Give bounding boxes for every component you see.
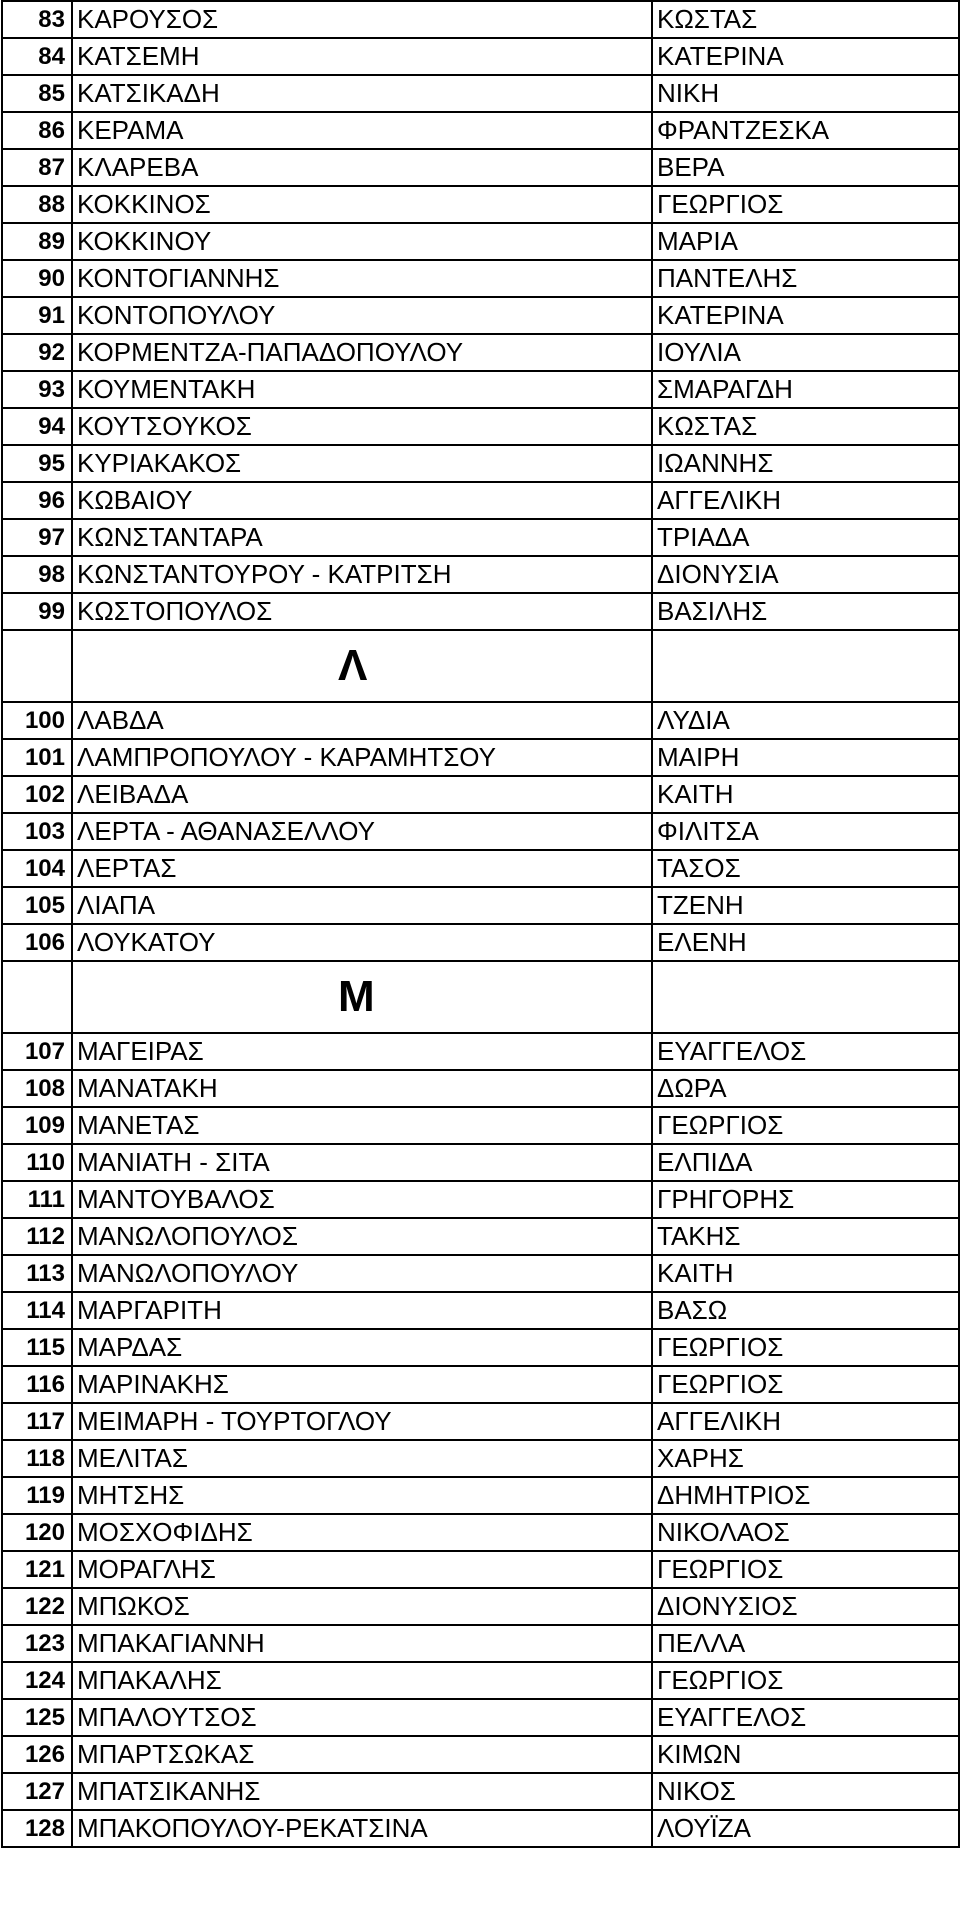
letter-header-blank-cell <box>2 961 72 1033</box>
table-row <box>2 297 959 334</box>
table-row <box>2 1551 959 1588</box>
row-number-cell: 89 <box>2 223 72 260</box>
first-name-cell: ΝΙΚΟΣ <box>652 1773 959 1810</box>
table-row <box>2 1329 959 1366</box>
surname-cell: ΜΕΛΙΤΑΣ <box>72 1440 652 1477</box>
letter-header-row <box>2 961 959 1033</box>
first-name-cell: ΑΓΓΕΛΙΚΗ <box>652 1403 959 1440</box>
row-number-cell: 124 <box>2 1662 72 1699</box>
first-name-cell: ΓΕΩΡΓΙΟΣ <box>652 1551 959 1588</box>
row-number-cell: 122 <box>2 1588 72 1625</box>
surname-cell: ΚΥΡΙΑΚΑΚΟΣ <box>72 445 652 482</box>
surname-cell: ΚΕΡΑΜΑ <box>72 112 652 149</box>
row-number-cell: 126 <box>2 1736 72 1773</box>
first-name-cell: ΚΩΣΤΑΣ <box>652 408 959 445</box>
row-number-cell: 102 <box>2 776 72 813</box>
first-name-cell: ΓΕΩΡΓΙΟΣ <box>652 1662 959 1699</box>
first-name-cell: ΓΕΩΡΓΙΟΣ <box>652 1107 959 1144</box>
surname-cell: ΜΠΩΚΟΣ <box>72 1588 652 1625</box>
first-name-cell: ΕΥΑΓΓΕΛΟΣ <box>652 1699 959 1736</box>
first-name-cell: ΓΡΗΓΟΡΗΣ <box>652 1181 959 1218</box>
surname-cell: ΜΑΝΤΟΥΒΑΛΟΣ <box>72 1181 652 1218</box>
table-row <box>2 1181 959 1218</box>
row-number-cell: 120 <box>2 1514 72 1551</box>
row-number-cell: 88 <box>2 186 72 223</box>
row-number-cell: 112 <box>2 1218 72 1255</box>
row-number-cell: 92 <box>2 334 72 371</box>
table-row <box>2 260 959 297</box>
table-row <box>2 1 959 38</box>
row-number-cell: 113 <box>2 1255 72 1292</box>
row-number-cell: 107 <box>2 1033 72 1070</box>
surname-cell: ΜΑΓΕΙΡΑΣ <box>72 1033 652 1070</box>
table-row <box>2 75 959 112</box>
row-number-cell: 125 <box>2 1699 72 1736</box>
surname-cell: ΚΩΣΤΟΠΟΥΛΟΣ <box>72 593 652 630</box>
first-name-cell: ΤΡΙΑΔΑ <box>652 519 959 556</box>
row-number-cell: 123 <box>2 1625 72 1662</box>
row-number-cell: 117 <box>2 1403 72 1440</box>
surname-cell: ΜΑΡΙΝΑΚΗΣ <box>72 1366 652 1403</box>
table-row <box>2 1514 959 1551</box>
first-name-cell: ΒΑΣΩ <box>652 1292 959 1329</box>
first-name-cell: ΒΕΡΑ <box>652 149 959 186</box>
first-name-cell: ΙΩΑΝΝΗΣ <box>652 445 959 482</box>
surname-cell: ΜΑΝΩΛΟΠΟΥΛΟΣ <box>72 1218 652 1255</box>
surname-cell: ΚΟΝΤΟΓΙΑΝΝΗΣ <box>72 260 652 297</box>
table-row <box>2 1255 959 1292</box>
row-number-cell: 100 <box>2 702 72 739</box>
surname-cell: ΜΠΑΛΟΥΤΣΟΣ <box>72 1699 652 1736</box>
section-letter-heading: Μ <box>72 961 652 1033</box>
first-name-cell: ΜΑΡΙΑ <box>652 223 959 260</box>
table-row <box>2 1625 959 1662</box>
table-row <box>2 776 959 813</box>
table-row <box>2 445 959 482</box>
first-name-cell: ΦΙΛΙΤΣΑ <box>652 813 959 850</box>
row-number-cell: 99 <box>2 593 72 630</box>
row-number-cell: 101 <box>2 739 72 776</box>
surname-cell: ΜΑΝΙΑΤΗ - ΣΙΤΑ <box>72 1144 652 1181</box>
row-number-cell: 94 <box>2 408 72 445</box>
table-row <box>2 556 959 593</box>
row-number-cell: 128 <box>2 1810 72 1847</box>
surname-cell: ΜΑΝΑΤΑΚΗ <box>72 1070 652 1107</box>
table-row <box>2 408 959 445</box>
first-name-cell: ΓΕΩΡΓΙΟΣ <box>652 1329 959 1366</box>
table-row <box>2 1144 959 1181</box>
first-name-cell: ΑΓΓΕΛΙΚΗ <box>652 482 959 519</box>
table-row <box>2 924 959 961</box>
first-name-cell: ΕΛΕΝΗ <box>652 924 959 961</box>
row-number-cell: 103 <box>2 813 72 850</box>
table-row <box>2 149 959 186</box>
table-row <box>2 1070 959 1107</box>
table-row <box>2 1662 959 1699</box>
surname-cell: ΜΑΝΕΤΑΣ <box>72 1107 652 1144</box>
surname-cell: ΛΟΥΚΑΤΟΥ <box>72 924 652 961</box>
first-name-cell: ΠΕΛΛΑ <box>652 1625 959 1662</box>
table-row <box>2 739 959 776</box>
surname-cell: ΜΠΑΚΟΠΟΥΛΟΥ-ΡΕΚΑΤΣΙΝΑ <box>72 1810 652 1847</box>
table-row <box>2 1773 959 1810</box>
first-name-cell: ΔΙΟΝΥΣΙΟΣ <box>652 1588 959 1625</box>
row-number-cell: 95 <box>2 445 72 482</box>
surname-cell: ΛΕΡΤΑ - ΑΘΑΝΑΣΕΛΛΟΥ <box>72 813 652 850</box>
first-name-cell: ΝΙΚΟΛΑΟΣ <box>652 1514 959 1551</box>
first-name-cell: ΧΑΡΗΣ <box>652 1440 959 1477</box>
table-row <box>2 850 959 887</box>
table-row <box>2 813 959 850</box>
first-name-cell: ΕΥΑΓΓΕΛΟΣ <box>652 1033 959 1070</box>
surname-cell: ΛΑΒΔΑ <box>72 702 652 739</box>
first-name-cell: ΤΑΚΗΣ <box>652 1218 959 1255</box>
surname-cell: ΚΑΡΟΥΣΟΣ <box>72 1 652 38</box>
first-name-cell: ΠΑΝΤΕΛΗΣ <box>652 260 959 297</box>
table-row <box>2 519 959 556</box>
row-number-cell: 115 <box>2 1329 72 1366</box>
surname-cell: ΛΕΡΤΑΣ <box>72 850 652 887</box>
first-name-cell: ΔΗΜΗΤΡΙΟΣ <box>652 1477 959 1514</box>
surname-cell: ΛΑΜΠΡΟΠΟΥΛΟΥ - ΚΑΡΑΜΗΤΣΟΥ <box>72 739 652 776</box>
row-number-cell: 98 <box>2 556 72 593</box>
row-number-cell: 104 <box>2 850 72 887</box>
surname-cell: ΚΟΡΜΕΝΤΖΑ-ΠΑΠΑΔΟΠΟΥΛΟΥ <box>72 334 652 371</box>
table-row <box>2 1699 959 1736</box>
table-row <box>2 1810 959 1847</box>
surname-cell: ΚΟΝΤΟΠΟΥΛΟΥ <box>72 297 652 334</box>
table-row <box>2 1477 959 1514</box>
row-number-cell: 93 <box>2 371 72 408</box>
table-row <box>2 482 959 519</box>
surname-cell: ΚΩΒΑΙΟΥ <box>72 482 652 519</box>
surname-cell: ΛΕΙΒΑΔΑ <box>72 776 652 813</box>
first-name-cell: ΚΑΤΕΡΙΝΑ <box>652 38 959 75</box>
row-number-cell: 116 <box>2 1366 72 1403</box>
first-name-cell: ΚΑΙΤΗ <box>652 1255 959 1292</box>
row-number-cell: 108 <box>2 1070 72 1107</box>
first-name-cell: ΛΟΥΪΖΑ <box>652 1810 959 1847</box>
table-row <box>2 334 959 371</box>
surname-cell: ΚΩΝΣΤΑΝΤΟΥΡΟΥ - ΚΑΤΡΙΤΣΗ <box>72 556 652 593</box>
table-row <box>2 1107 959 1144</box>
table-row <box>2 887 959 924</box>
table-row <box>2 186 959 223</box>
row-number-cell: 118 <box>2 1440 72 1477</box>
letter-header-blank-cell <box>2 630 72 702</box>
surname-cell: ΜΠΑΤΣΙΚΑΝΗΣ <box>72 1773 652 1810</box>
surname-cell: ΜΑΝΩΛΟΠΟΥΛΟΥ <box>72 1255 652 1292</box>
name-list-body <box>2 1 959 1847</box>
row-number-cell: 121 <box>2 1551 72 1588</box>
first-name-cell: ΓΕΩΡΓΙΟΣ <box>652 1366 959 1403</box>
surname-cell: ΜΟΡΑΓΛΗΣ <box>72 1551 652 1588</box>
section-letter-heading: Λ <box>72 630 652 702</box>
first-name-cell: ΤΖΕΝΗ <box>652 887 959 924</box>
first-name-cell: ΣΜΑΡΑΓΔΗ <box>652 371 959 408</box>
first-name-cell: ΝΙΚΗ <box>652 75 959 112</box>
row-number-cell: 83 <box>2 1 72 38</box>
name-list-table <box>1 0 960 1848</box>
table-row <box>2 1588 959 1625</box>
first-name-cell: ΚΩΣΤΑΣ <box>652 1 959 38</box>
row-number-cell: 85 <box>2 75 72 112</box>
table-row <box>2 1218 959 1255</box>
first-name-cell: ΦΡΑΝΤΖΕΣΚΑ <box>652 112 959 149</box>
surname-cell: ΚΑΤΣΕΜΗ <box>72 38 652 75</box>
row-number-cell: 110 <box>2 1144 72 1181</box>
row-number-cell: 96 <box>2 482 72 519</box>
first-name-cell: ΕΛΠΙΔΑ <box>652 1144 959 1181</box>
surname-cell: ΚΟΥΤΣΟΥΚΟΣ <box>72 408 652 445</box>
table-row <box>2 38 959 75</box>
surname-cell: ΛΙΑΠΑ <box>72 887 652 924</box>
letter-header-row <box>2 630 959 702</box>
table-row <box>2 223 959 260</box>
table-row <box>2 1292 959 1329</box>
first-name-cell: ΒΑΣΙΛΗΣ <box>652 593 959 630</box>
row-number-cell: 105 <box>2 887 72 924</box>
letter-header-blank-cell <box>652 630 959 702</box>
row-number-cell: 87 <box>2 149 72 186</box>
surname-cell: ΜΠΑΡΤΣΩΚΑΣ <box>72 1736 652 1773</box>
row-number-cell: 127 <box>2 1773 72 1810</box>
surname-cell: ΚΑΤΣΙΚΑΔΗ <box>72 75 652 112</box>
surname-cell: ΜΕΙΜΑΡΗ - ΤΟΥΡΤΟΓΛΟΥ <box>72 1403 652 1440</box>
surname-cell: ΜΑΡΓΑΡΙΤΗ <box>72 1292 652 1329</box>
letter-header-blank-cell <box>652 961 959 1033</box>
row-number-cell: 90 <box>2 260 72 297</box>
first-name-cell: ΜΑΙΡΗ <box>652 739 959 776</box>
surname-cell: ΜΠΑΚΑΓΙΑΝΝΗ <box>72 1625 652 1662</box>
table-row <box>2 112 959 149</box>
row-number-cell: 114 <box>2 1292 72 1329</box>
first-name-cell: ΔΩΡΑ <box>652 1070 959 1107</box>
table-row <box>2 1736 959 1773</box>
first-name-cell: ΓΕΩΡΓΙΟΣ <box>652 186 959 223</box>
first-name-cell: ΚΑΤΕΡΙΝΑ <box>652 297 959 334</box>
table-row <box>2 371 959 408</box>
row-number-cell: 97 <box>2 519 72 556</box>
row-number-cell: 119 <box>2 1477 72 1514</box>
row-number-cell: 111 <box>2 1181 72 1218</box>
row-number-cell: 86 <box>2 112 72 149</box>
row-number-cell: 91 <box>2 297 72 334</box>
row-number-cell: 106 <box>2 924 72 961</box>
first-name-cell: ΚΙΜΩΝ <box>652 1736 959 1773</box>
surname-cell: ΚΟΥΜΕΝΤΑΚΗ <box>72 371 652 408</box>
first-name-cell: ΚΑΙΤΗ <box>652 776 959 813</box>
surname-cell: ΜΗΤΣΗΣ <box>72 1477 652 1514</box>
table-row <box>2 702 959 739</box>
surname-cell: ΜΟΣΧΟΦΙΔΗΣ <box>72 1514 652 1551</box>
table-row <box>2 1403 959 1440</box>
row-number-cell: 84 <box>2 38 72 75</box>
first-name-cell: ΙΟΥΛΙΑ <box>652 334 959 371</box>
surname-cell: ΜΑΡΔΑΣ <box>72 1329 652 1366</box>
surname-cell: ΜΠΑΚΑΛΗΣ <box>72 1662 652 1699</box>
table-row <box>2 593 959 630</box>
surname-cell: ΚΟΚΚΙΝΟΣ <box>72 186 652 223</box>
surname-cell: ΚΩΝΣΤΑΝΤΑΡΑ <box>72 519 652 556</box>
table-row <box>2 1033 959 1070</box>
first-name-cell: ΛΥΔΙΑ <box>652 702 959 739</box>
surname-cell: ΚΟΚΚΙΝΟΥ <box>72 223 652 260</box>
table-row <box>2 1440 959 1477</box>
row-number-cell: 109 <box>2 1107 72 1144</box>
surname-cell: ΚΛΑΡΕΒΑ <box>72 149 652 186</box>
first-name-cell: ΔΙΟΝΥΣΙΑ <box>652 556 959 593</box>
table-row <box>2 1366 959 1403</box>
first-name-cell: ΤΑΣΟΣ <box>652 850 959 887</box>
